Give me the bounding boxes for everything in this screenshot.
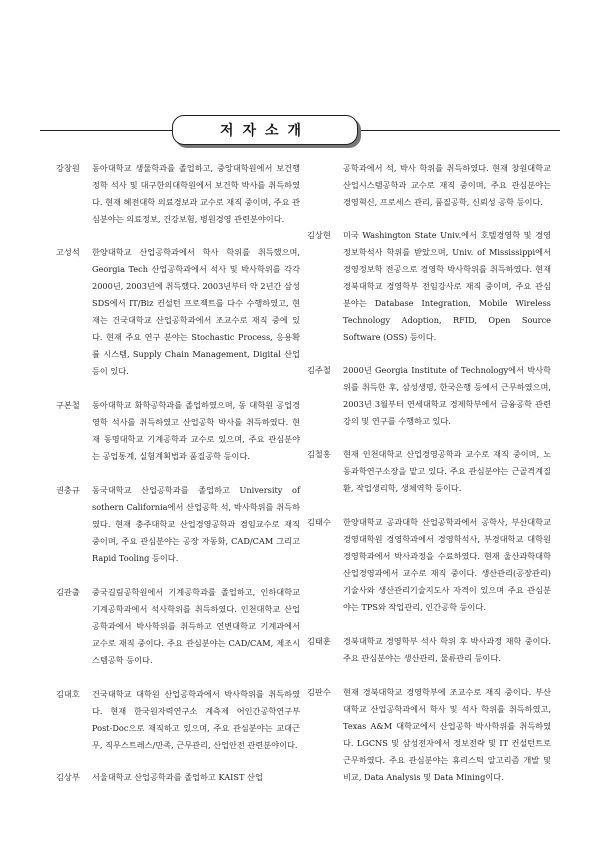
section-title: 저자소개 bbox=[219, 123, 311, 139]
author-bio: 동아대학교 화학공학과를 졸업하였으며, 동 대학원 공업경영학 석사를 취득하였고 산업공학 박사를 취득하였다. 현재 동명대학교 기계공학과 교수로 있으며, 주요 관심분야는 공업통계, 실험계획법과 품질공학 등이다. bbox=[92, 400, 300, 461]
author-bio: 서울대학교 산업공학과를 졸업하고 KAIST 산업 bbox=[92, 772, 263, 782]
author-name: 김태훈 bbox=[307, 636, 331, 646]
author-bio: 건국대학교 대학원 산업공학과에서 박사학위를 취득하였다. 현재 한국원자력연구소 계측제 어인간공학연구부 Post-Doc으로 재직하고 있으며, 주요 관심분야는 교대근무, 직무스트레스/만족, 근무관리, 산업안전 관련분야이다. bbox=[92, 689, 300, 750]
author-entry bbox=[56, 584, 300, 669]
right-column bbox=[307, 160, 551, 786]
author-bio: 중국길림공학원에서 기계공학과를 졸업하고, 인하대학교 기계공학과에서 석사학위를 취득하였다. 인천대학교 산업공학과에서 박사학위를 취득하고 연변대학교 기계과에서 교수로 재직 중이다. 주요 관심분야는 CAD/CAM, 제조시스템공학 등이다. bbox=[92, 587, 300, 665]
section-header-box bbox=[172, 115, 358, 145]
author-name: 김상부 bbox=[56, 772, 80, 782]
author-name: 고성석 bbox=[56, 247, 80, 257]
author-entry bbox=[56, 769, 300, 786]
author-name: 권충규 bbox=[56, 485, 80, 495]
author-bio: 미국 Washington State Univ.에서 호텔경영학 및 경영정보학석사 학위를 받았으며, Univ. of Mississippi에서 경영정보학 전공으로 경영학 박사학위를 취득하였다. 현재 경북대학교 경영학부 전임강사로 재직 중이며, 주요 관심분야는 Database Integration, Mobile Wireless Technology Adoption, RFID, Open Source Software (OSS) 등이다. bbox=[343, 230, 551, 342]
author-name: 구본철 bbox=[56, 400, 80, 410]
author-entry bbox=[56, 160, 300, 228]
author-entry bbox=[307, 227, 551, 346]
author-bio: 현재 경북대학교 경영학부에 조교수로 재직 중이다. 부산대학교 산업공학과에서 학사 및 석사 학위를 취득하였고, Texas A&M 대학교에서 산업공학 박사학위를 취득하였다. LGCNS 및 삼성전자에서 정보전략 및 IT 컨설턴트로 근무하였다. 주요 관심분야는 휴리스틱 알고리즘 개발 및 비교, Data Analysis 및 Data Mining이다. bbox=[343, 687, 551, 782]
author-entry bbox=[307, 446, 551, 497]
author-entry bbox=[307, 514, 551, 616]
left-column bbox=[56, 160, 300, 786]
author-name: 김대호 bbox=[56, 689, 80, 699]
author-name: 김철홍 bbox=[307, 449, 331, 459]
author-entry bbox=[307, 633, 551, 667]
author-bio: 현재 인천대학교 산업경영공학과 교수로 재직 중이며, 노동과학연구소장을 맡고 있다. 주요 관심분야는 근골격계질환, 작업생리학, 생체역학 등이다. bbox=[343, 449, 551, 493]
author-entry bbox=[56, 482, 300, 567]
author-bio: 동국대학교 산업공학과를 졸업하고 University of sothern California에서 산업공학 석, 박사학위를 취득하였다. 현재 충주대학교 산업경영공학과 겸임교수로 재직 중이며, 주요 관심분야는 공장 자동화, CAD/CAM 그리고 Rapid Tooling 등이다. bbox=[92, 485, 300, 563]
author-entry-continued bbox=[307, 160, 551, 211]
author-bio: 한양대학교 공과대학 산업공학과에서 공학사, 부산대학교 경영대학원 경영학과에서 경영학석사, 부경대학교 대학원 경영학과에서 박사과정을 수료하였다. 현재 울산과학대학 산업경영과에서 교수로 재직 중이다. 생산관리(공장관리)기술사와 생산관리기술지도사 자격이 있으며 주요 관심분야는 TPS와 작업관리, 인간공학 등이다. bbox=[343, 517, 551, 612]
author-entry bbox=[56, 397, 300, 465]
author-bio: 2000년 Georgia Institute of Technology에서 박사학위를 취득한 후, 삼성생명, 한국은행 등에서 근무하였으며, 2003년 3월부터 연세대학교 경제학부에서 금융공학 관련 강의 및 연구를 수행하고 있다. bbox=[343, 365, 551, 426]
author-entry bbox=[307, 362, 551, 430]
author-name: 김태수 bbox=[307, 517, 331, 527]
author-name: 김주철 bbox=[307, 365, 331, 375]
author-name: 김판수 bbox=[307, 687, 331, 697]
author-bio: 한양대학교 산업공학과에서 학사 학위를 취득했으며, Georgia Tech 산업공학과에서 석사 및 박사학위를 각각 2000년, 2003년에 취득했다. 2003년부터 약 2년간 삼성 SDS에서 IT/Biz 컨설턴 프로젝트를 다수 수행하였고, 현재는 건국대학교 산업공학과에서 조교수로 재직 중에 있다. 현재 주요 연구 분야는 Stochastic Process, 응용확률 시스템, Supply Chain Management, Digital 산업 등이 있다. bbox=[92, 247, 300, 376]
author-entry bbox=[307, 684, 551, 786]
author-name: 김상현 bbox=[307, 230, 331, 240]
author-name: 김관출 bbox=[56, 587, 80, 597]
author-bio: 경북대학교 경영학부 석사 학위 후 박사과정 재학 중이다. 주요 관심분야는 생산관리, 물류관리 등이다. bbox=[343, 636, 551, 663]
author-bio: 동아대학교 생물학과를 졸업하고, 중앙대학원에서 보건행정학 석사 및 대구한의대학원에서 보건학 박사를 취득하였다. 현재 혜전대학 의료경보과 교수로 재직 중이며, 주요 관심분야는 의료정보, 건강보험, 병원경영 관련분야이다. bbox=[92, 163, 300, 224]
author-bio: 공학과에서 석, 박사 학위를 취득하였다. 현재 창원대학교 산업시스템공학과 교수로 재직 중이며, 주요 관심분야는 경영혁신, 프로세스 관리, 품질공학, 신뢰성 공학 등이다. bbox=[343, 163, 551, 207]
author-entry bbox=[56, 686, 300, 754]
author-entry bbox=[56, 244, 300, 380]
author-name: 강창원 bbox=[56, 163, 80, 173]
